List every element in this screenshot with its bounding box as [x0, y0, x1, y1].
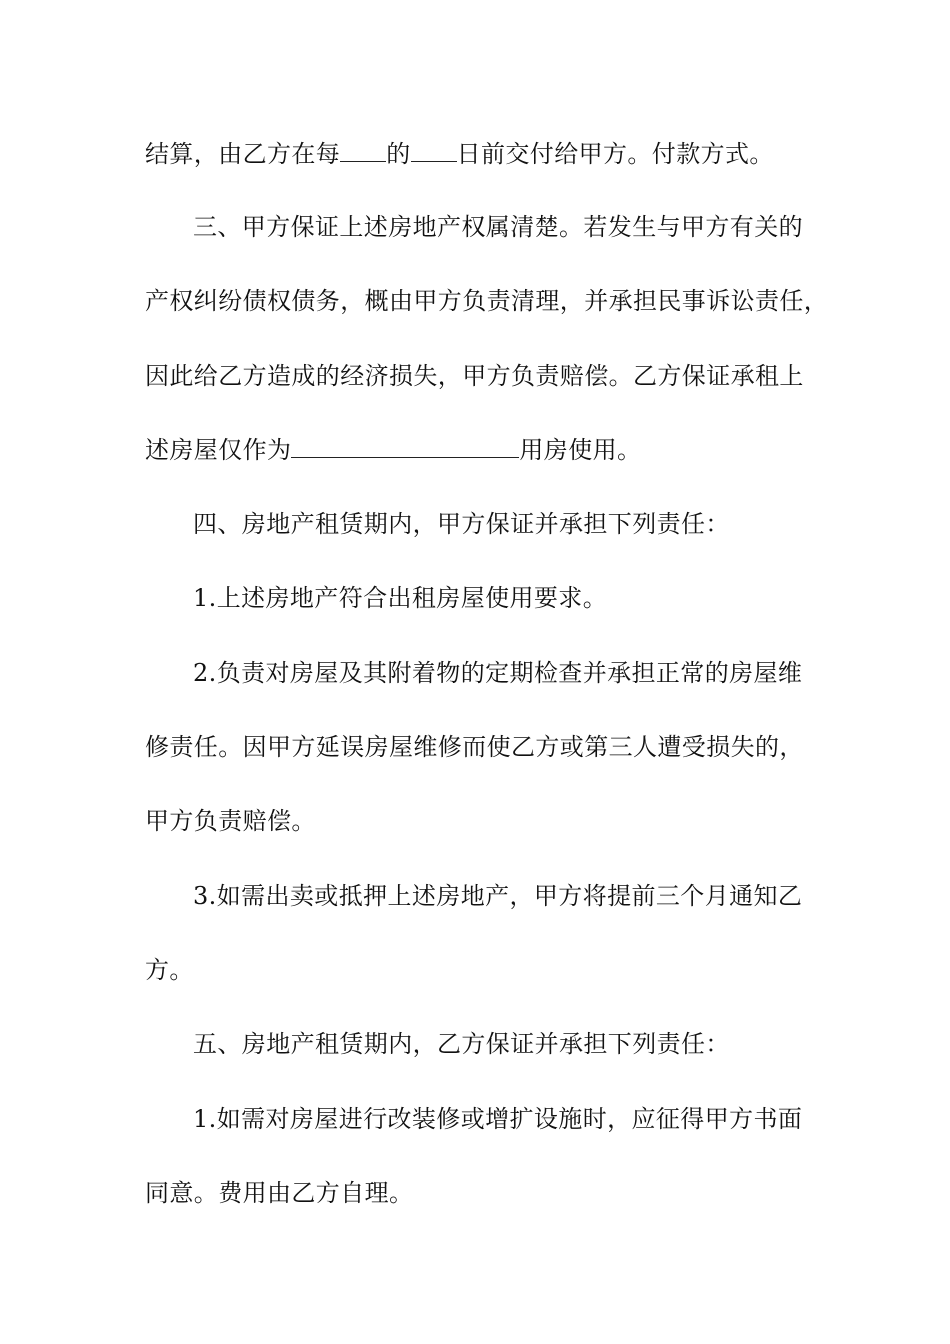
paragraph-line — [145, 950, 825, 990]
paragraph-line — [145, 134, 825, 174]
line-text: 述房屋仅作为 — [145, 436, 292, 464]
paragraph-line — [193, 653, 825, 693]
paragraph-line — [145, 727, 825, 767]
line-text: 三、甲方保证上述房地产权属清楚。若发生与甲方有关的 — [193, 213, 803, 241]
paragraph-line — [145, 281, 829, 321]
paragraph-line — [193, 1099, 825, 1139]
line-text: 结算，由乙方在每 — [145, 140, 341, 168]
line-text: 的 — [386, 140, 411, 168]
paragraph-line — [193, 876, 825, 916]
line-text: 1.如需对房屋进行改装修或增扩设施时，应征得甲方书面 — [193, 1105, 803, 1133]
line-text: 产权纠纷债权债务，概由甲方负责清理，并承担民事诉讼责任， — [145, 287, 829, 315]
blank-field — [411, 139, 457, 162]
blank-field — [340, 139, 386, 162]
line-text: 甲方负责赔偿。 — [145, 807, 316, 835]
line-text: 2.负责对房屋及其附着物的定期检查并承担正常的房屋维 — [193, 659, 803, 687]
line-text: 1.上述房地产符合出租房屋使用要求。 — [193, 584, 608, 612]
paragraph-line — [145, 356, 825, 396]
line-text: 方。 — [145, 956, 194, 984]
paragraph-line — [193, 504, 825, 544]
line-text: 日前交付给甲方。付款方式。 — [456, 140, 774, 168]
paragraph-line — [193, 1024, 825, 1064]
line-text: 用房使用。 — [519, 436, 642, 464]
blank-field — [291, 435, 519, 458]
line-text: 修责任。因甲方延误房屋维修而使乙方或第三人遭受损失的， — [145, 733, 804, 761]
line-text: 四、房地产租赁期内，甲方保证并承担下列责任： — [193, 510, 730, 538]
paragraph-line — [193, 578, 825, 618]
paragraph-line — [193, 207, 825, 247]
line-text: 五、房地产租赁期内，乙方保证并承担下列责任： — [193, 1030, 730, 1058]
line-text: 同意。费用由乙方自理。 — [145, 1179, 414, 1207]
line-text: 3.如需出卖或抵押上述房地产，甲方将提前三个月通知乙 — [193, 882, 803, 910]
paragraph-line — [145, 1173, 825, 1213]
paragraph-line — [145, 430, 825, 470]
paragraph-line — [145, 801, 825, 841]
line-text: 因此给乙方造成的经济损失，甲方负责赔偿。乙方保证承租上 — [145, 362, 804, 390]
